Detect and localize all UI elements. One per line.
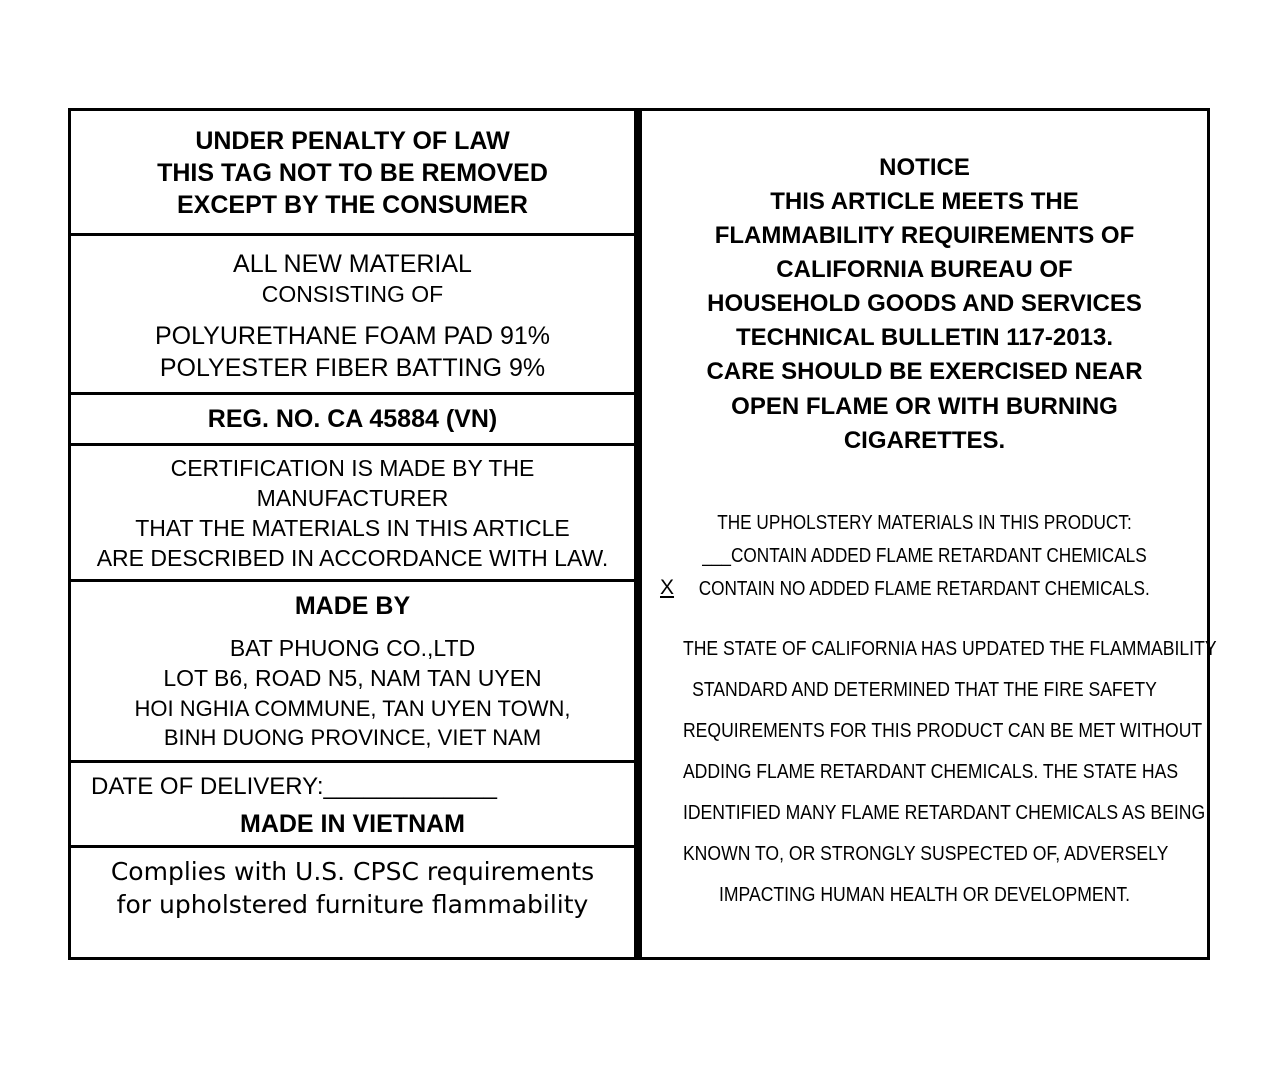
state-paragraph-line-4: ADDING FLAME RETARDANT CHEMICALS. THE STATE HAS xyxy=(682,760,1179,783)
manufacturer-name: BAT PHUONG CO.,LTD xyxy=(229,635,476,662)
state-paragraph-line-5: IDENTIFIED MANY FLAME RETARDANT CHEMICALS AS BEING xyxy=(682,801,1206,824)
penalty-line-1: UNDER PENALTY OF LAW xyxy=(195,127,510,155)
registration-section xyxy=(71,395,634,446)
manufacturer-address-2: HOI NGHIA COMMUNE, TAN UYEN TOWN, xyxy=(134,696,571,722)
penalty-line-3: EXCEPT BY THE CONSUMER xyxy=(177,191,528,219)
notice-section xyxy=(642,111,1207,458)
materials-line-3: POLYURETHANE FOAM PAD 91% xyxy=(155,321,550,350)
state-paragraph xyxy=(642,629,1217,916)
cpsc-line-2: for upholstered furniture flammability xyxy=(116,889,589,919)
state-paragraph-line-3: REQUIREMENTS FOR THIS PRODUCT CAN BE MET WITHOUT xyxy=(682,719,1203,742)
option-contains-frc[interactable]: ___CONTAIN ADDED FLAME RETARDANT CHEMICALS xyxy=(702,544,1147,567)
upholstery-section xyxy=(642,512,1207,611)
certification-line-2: MANUFACTURER xyxy=(256,484,449,511)
certification-line-3: THAT THE MATERIALS IN THIS ARTICLE xyxy=(135,514,570,541)
certification-line-1: CERTIFICATION IS MADE BY THE xyxy=(170,454,535,481)
made-by-section xyxy=(71,582,634,763)
notice-line-2: THIS ARTICLE MEETS THE xyxy=(770,188,1079,216)
materials-section xyxy=(71,236,634,395)
upholstery-intro: THE UPHOLSTERY MATERIALS IN THIS PRODUCT: xyxy=(717,511,1132,534)
notice-line-7: CARE SHOULD BE EXERCISED NEAR xyxy=(706,358,1143,386)
notice-line-5: HOUSEHOLD GOODS AND SERVICES xyxy=(707,290,1142,318)
state-paragraph-line-1: THE STATE OF CALIFORNIA HAS UPDATED THE FLAMMABILITY xyxy=(682,637,1217,660)
state-paragraph-line-6: KNOWN TO, OR STRONGLY SUSPECTED OF, ADVERSELY xyxy=(682,842,1169,865)
manufacturer-address-3: BINH DUONG PROVINCE, VIET NAM xyxy=(163,725,542,751)
right-panel xyxy=(642,108,1217,960)
checkbox-x-mark[interactable]: X xyxy=(660,575,675,599)
notice-line-4: CALIFORNIA BUREAU OF xyxy=(776,256,1073,284)
option-no-added-frc-label: CONTAIN NO ADDED FLAME RETARDANT CHEMICALS. xyxy=(698,577,1151,600)
materials-line-1: ALL NEW MATERIAL xyxy=(233,250,472,278)
materials-line-4: POLYESTER FIBER BATTING 9% xyxy=(159,353,546,382)
state-paragraph-line-7: IMPACTING HUMAN HEALTH OR DEVELOPMENT. xyxy=(718,883,1131,906)
option-no-added-frc[interactable] xyxy=(652,575,1197,611)
notice-line-6: TECHNICAL BULLETIN 117-2013. xyxy=(736,324,1113,352)
cpsc-section xyxy=(71,848,634,929)
notice-line-3: FLAMMABILITY REQUIREMENTS OF xyxy=(714,222,1135,250)
certification-line-4: ARE DESCRIBED IN ACCORDANCE WITH LAW. xyxy=(96,544,609,571)
notice-line-9: CIGARETTES. xyxy=(843,426,1006,454)
registration-number: REG. NO. CA 45884 (VN) xyxy=(207,404,498,433)
notice-line-1: NOTICE xyxy=(879,154,970,181)
made-in-country: MADE IN VIETNAM xyxy=(240,810,465,839)
left-panel xyxy=(68,108,634,960)
date-of-delivery-field[interactable]: DATE OF DELIVERY:_____________ xyxy=(91,773,498,801)
certification-section xyxy=(71,446,634,583)
law-label xyxy=(68,108,1217,960)
made-by-heading: MADE BY xyxy=(294,592,411,621)
delivery-section xyxy=(71,763,634,848)
panel-divider xyxy=(634,108,642,960)
cpsc-line-1: Complies with U.S. CPSC requirements xyxy=(110,857,595,887)
manufacturer-address-1: LOT B6, ROAD N5, NAM TAN UYEN xyxy=(163,665,542,692)
state-paragraph-line-2: STANDARD AND DETERMINED THAT THE FIRE SAFETY xyxy=(692,678,1157,701)
notice-line-8: OPEN FLAME OR WITH BURNING xyxy=(731,392,1118,420)
materials-line-2: CONSISTING OF xyxy=(261,281,444,307)
penalty-section xyxy=(71,111,634,236)
penalty-line-2: THIS TAG NOT TO BE REMOVED xyxy=(157,159,548,187)
